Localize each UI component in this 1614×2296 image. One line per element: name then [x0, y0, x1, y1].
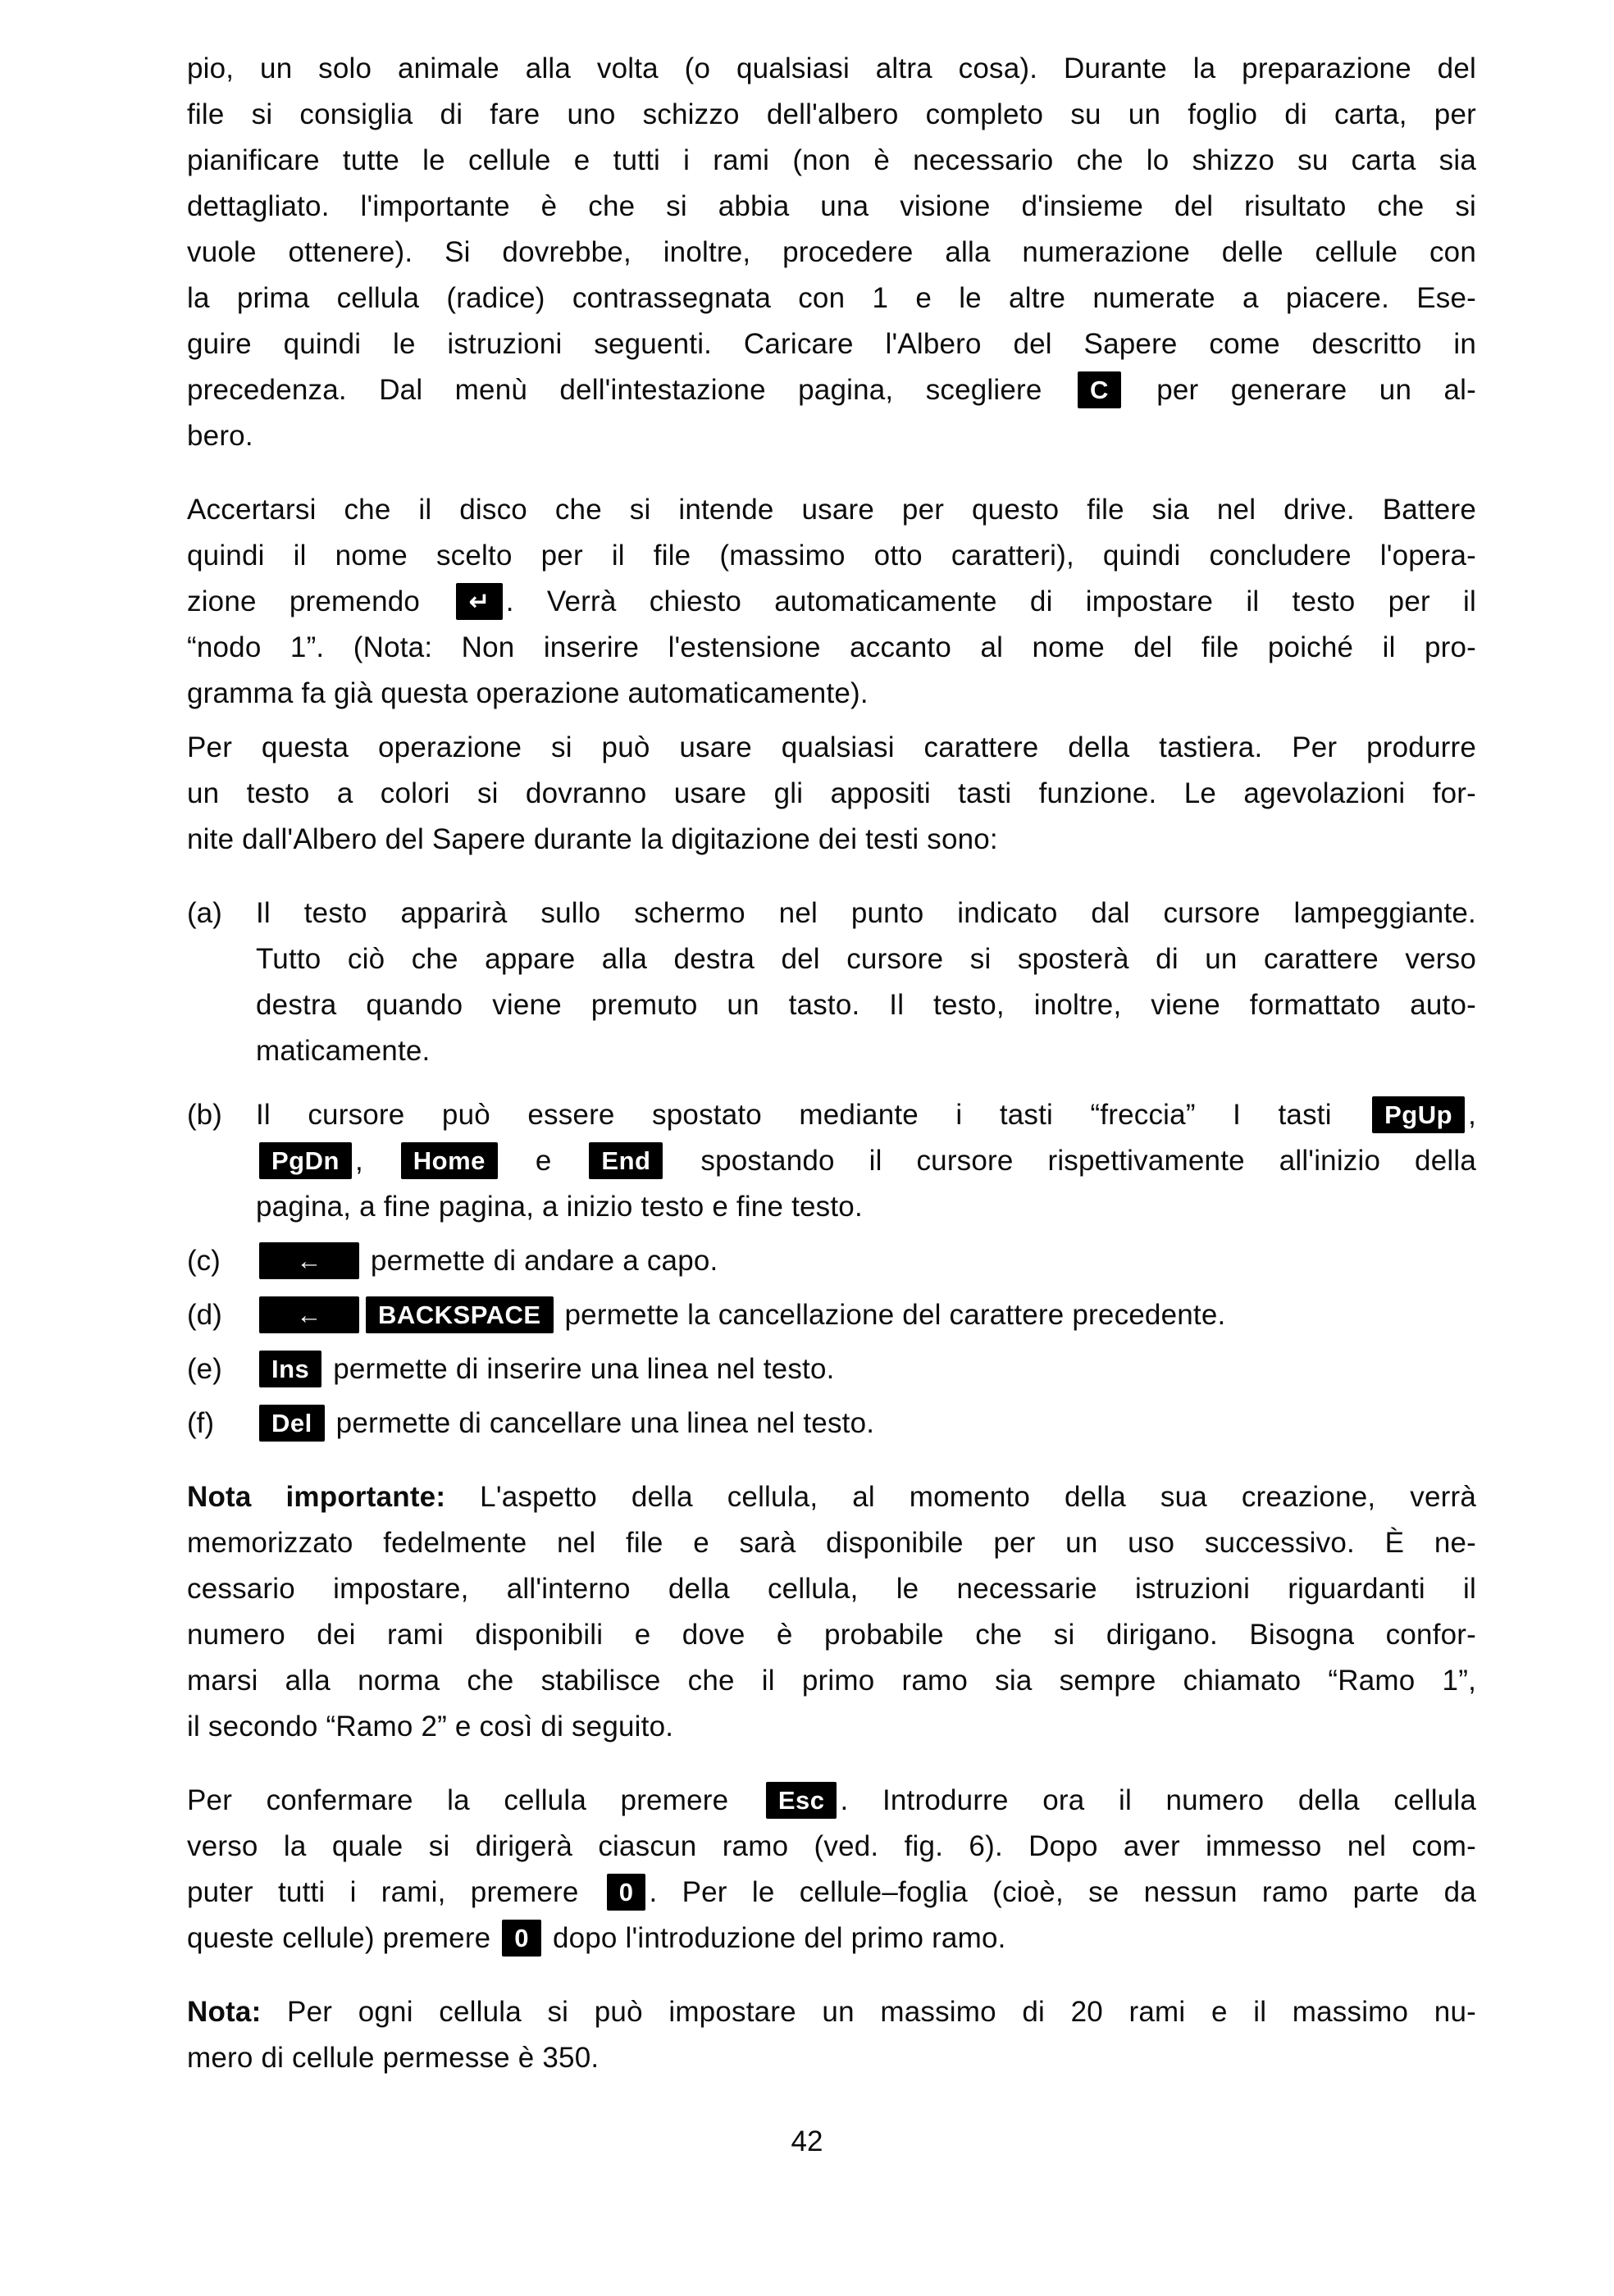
list-item-f [187, 1401, 1476, 1446]
text-line: quindi il nome scelto per il file (massimo otto caratteri), quindi concludere l'opera- [187, 540, 1476, 572]
list-item-label: (b) [187, 1099, 222, 1131]
list-item-b [187, 1092, 1476, 1230]
text-line: Il testo apparirà sullo schermo nel punto indicato dal cursore lampeggiante. [256, 897, 1476, 929]
text-line: file si consiglia di fare uno schizzo dell'albero completo su un foglio di carta, per [187, 98, 1476, 130]
text-line: verso la quale si dirigerà ciascun ramo (ved. fig. 6). Dopo aver immesso nel com- [187, 1830, 1476, 1862]
list-item-e [187, 1346, 1476, 1392]
backspace-key: BACKSPACE [366, 1296, 554, 1333]
text-line: il secondo “Ramo 2” e così di seguito. [187, 1711, 674, 1742]
text-line: mero di cellule permesse è 350. [187, 2042, 600, 2074]
paragraph-intro [187, 46, 1476, 459]
text-line: destra quando viene premuto un tasto. Il testo, inoltre, viene formattato auto- [256, 989, 1476, 1021]
text-line: pagina, a fine pagina, a inizio testo e fine testo. [256, 1191, 863, 1223]
text-line: guire quindi le istruzioni seguenti. Caricare l'Albero del Sapere come descritto in [187, 328, 1476, 360]
text-line: ← permette di andare a capo. [256, 1238, 1476, 1284]
end-key: End [589, 1142, 663, 1179]
text-line: Tutto ciò che appare alla destra del cursore si sposterà di un carattere verso [256, 943, 1476, 975]
text-line: Per confermare la cellula premere Esc . Introdurre ora il numero della cellula [187, 1778, 1476, 1824]
pgup-key: PgUp [1372, 1096, 1465, 1133]
text-line: Accertarsi che il disco che si intende usare per questo file sia nel drive. Battere [187, 494, 1476, 526]
ins-key: Ins [259, 1351, 321, 1387]
list-item-label: (d) [187, 1299, 222, 1331]
text-line: PgDn , Home e End spostando il cursore rispettivamente all'inizio della [256, 1138, 1476, 1184]
text-line: queste cellule) premere 0 dopo l'introduzione del primo ramo. [187, 1916, 1476, 1961]
text-line: bero. [187, 420, 253, 452]
text-line: un testo a colori si dovranno usare gli appositi tasti funzione. Le agevolazioni for- [187, 777, 1476, 809]
esc-key: Esc [766, 1782, 837, 1819]
backspace-arrow-key: ← [259, 1296, 359, 1333]
zero-key-2: 0 [502, 1920, 541, 1957]
nota-lead: Nota: [187, 1996, 262, 2028]
list-item-body [256, 891, 1476, 1074]
newline-arrow-key: ← [259, 1242, 359, 1279]
text-line: Del permette di cancellare una linea nel testo. [256, 1401, 1476, 1446]
text-line: marsi alla norma che stabilisce che il primo ramo sia sempre chiamato “Ramo 1”, [187, 1665, 1476, 1697]
text-line: memorizzato fedelmente nel file e sarà disponibile per un uso successivo. È ne- [187, 1527, 1476, 1559]
list-item-c [187, 1238, 1476, 1284]
paragraph-confermare [187, 1778, 1476, 1961]
text-line: dettagliato. l'importante è che si abbia una visione d'insieme del risultato che si [187, 190, 1476, 222]
list-item-body [256, 1092, 1476, 1230]
list-item-label: (c) [187, 1245, 221, 1277]
nota-importante-lead: Nota importante: [187, 1481, 446, 1513]
paragraph-operazione [187, 725, 1476, 863]
paragraph-nota [187, 1989, 1476, 2081]
text-line: Nota importante: L'aspetto della cellula, al momento della sua creazione, verrà [187, 1481, 1476, 1513]
list-item-body [256, 1401, 1476, 1446]
text-line: gramma fa già questa operazione automaticamente). [187, 677, 869, 709]
zero-key: 0 [607, 1874, 646, 1911]
text-line: Per questa operazione si può usare qualsiasi carattere della tastiera. Per produrre [187, 731, 1476, 763]
text-line: “nodo 1”. (Nota: Non inserire l'estensione accanto al nome del file poiché il pro- [187, 631, 1476, 663]
paragraph-nota-importante [187, 1474, 1476, 1750]
page-content [187, 46, 1476, 2081]
text-line: la prima cellula (radice) contrassegnata con 1 e le altre numerate a piacere. Ese- [187, 282, 1476, 314]
list-item-label: (e) [187, 1353, 222, 1385]
list-item-body [256, 1346, 1476, 1392]
list-item-body [256, 1238, 1476, 1284]
text-line: zione premendo ↵ . Verrà chiesto automaticamente di impostare il testo per il [187, 579, 1476, 625]
page-number: 42 [791, 2125, 823, 2157]
text-line: cessario impostare, all'interno della cellula, le necessarie istruzioni riguardanti il [187, 1573, 1476, 1605]
home-key: Home [401, 1142, 498, 1179]
text-line: Il cursore può essere spostato mediante i tasti “freccia” I tasti PgUp , [256, 1092, 1476, 1138]
text-line: maticamente. [256, 1035, 431, 1067]
del-key: Del [259, 1405, 325, 1442]
list-item-label: (a) [187, 897, 222, 929]
enter-key: ↵ [456, 583, 502, 620]
pgdn-key: PgDn [259, 1142, 352, 1179]
list-item-a [187, 891, 1476, 1074]
paragraph-accertarsi [187, 487, 1476, 717]
list-item-d [187, 1292, 1476, 1338]
text-line: Nota: Per ogni cellula si può impostare un massimo di 20 rami e il massimo nu- [187, 1996, 1476, 2028]
list-item-label: (f) [187, 1407, 215, 1439]
text-line: precedenza. Dal menù dell'intestazione pagina, scegliere C per generare un al- [187, 367, 1476, 413]
list-item-body [256, 1292, 1476, 1338]
c-key: C [1078, 371, 1121, 408]
text-line: ← BACKSPACE permette la cancellazione del carattere precedente. [256, 1292, 1476, 1338]
text-line: puter tutti i rami, premere 0 . Per le cellule–foglia (cioè, se nessun ramo parte da [187, 1870, 1476, 1916]
text-line: vuole ottenere). Si dovrebbe, inoltre, procedere alla numerazione delle cellule con [187, 236, 1476, 268]
text-line: pianificare tutte le cellule e tutti i rami (non è necessario che lo shizzo su carta sia [187, 144, 1476, 176]
text-line: nite dall'Albero del Sapere durante la digitazione dei testi sono: [187, 823, 998, 855]
text-line: numero dei rami disponibili e dove è probabile che si dirigano. Bisogna confor- [187, 1619, 1476, 1651]
text-line: pio, un solo animale alla volta (o qualsiasi altra cosa). Durante la preparazione del [187, 52, 1476, 84]
text-line: Ins permette di inserire una linea nel testo. [256, 1346, 1476, 1392]
